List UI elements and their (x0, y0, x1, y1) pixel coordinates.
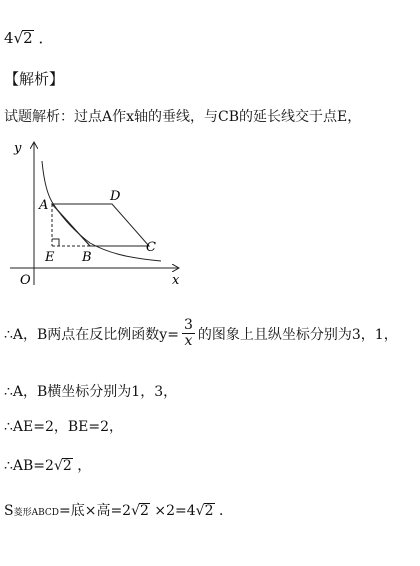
step-5 (4, 500, 233, 520)
label-x: x (172, 273, 180, 288)
analysis-header: 【解析】 (4, 70, 65, 88)
fraction-numerator: 3 (183, 317, 193, 333)
label-a: A (39, 198, 49, 213)
fraction-3-over-x (182, 318, 195, 350)
result-radicand: 2 (23, 29, 33, 47)
graph-figure (8, 135, 198, 295)
step5-radicand: 2 (140, 503, 149, 519)
step5-mid2: ×2=4 (154, 503, 196, 519)
sqrt-sign: √ (131, 503, 141, 519)
solution-intro: 试题解析：过点A作x轴的垂线，与CB的延长线交于点E， (4, 109, 362, 125)
right-angle-mark (52, 239, 59, 246)
step4-before: ∴AB=2 (4, 458, 54, 474)
step1-after: 的图象上且纵坐标分别为3，1， (197, 326, 398, 343)
segment-ab (52, 204, 90, 246)
step5-radicand-2: 2 (204, 503, 214, 519)
sqrt-sign: √ (13, 29, 24, 47)
step4-after: ， (77, 458, 92, 474)
sqrt-sign: √ (195, 503, 205, 519)
result-end: ． (38, 29, 54, 47)
step5-end: ． (218, 503, 233, 519)
label-e: E (45, 250, 55, 265)
step5-mid: =底×高=2 (58, 503, 132, 519)
result-coefficient: 4 (4, 29, 14, 47)
step-1 (4, 318, 398, 350)
top-result (4, 27, 53, 48)
label-d: D (110, 189, 121, 204)
step-2: ∴A，B横坐标分别为1，3， (4, 384, 178, 400)
label-o: O (20, 273, 31, 288)
step-4 (4, 455, 91, 475)
step-3: ∴AE=2，BE=2， (4, 419, 124, 435)
rhombus-abcd (52, 204, 149, 246)
step1-before: ∴A，B两点在反比例函数y= (4, 326, 179, 343)
fraction-denominator: x (184, 333, 193, 350)
area-subscript: 菱形ABCD (13, 508, 59, 518)
area-symbol: S (4, 503, 14, 519)
label-y: y (14, 141, 22, 156)
sqrt-sign: √ (53, 458, 63, 474)
label-c: C (146, 240, 156, 255)
step4-radicand: 2 (62, 458, 72, 474)
label-b: B (82, 250, 92, 265)
